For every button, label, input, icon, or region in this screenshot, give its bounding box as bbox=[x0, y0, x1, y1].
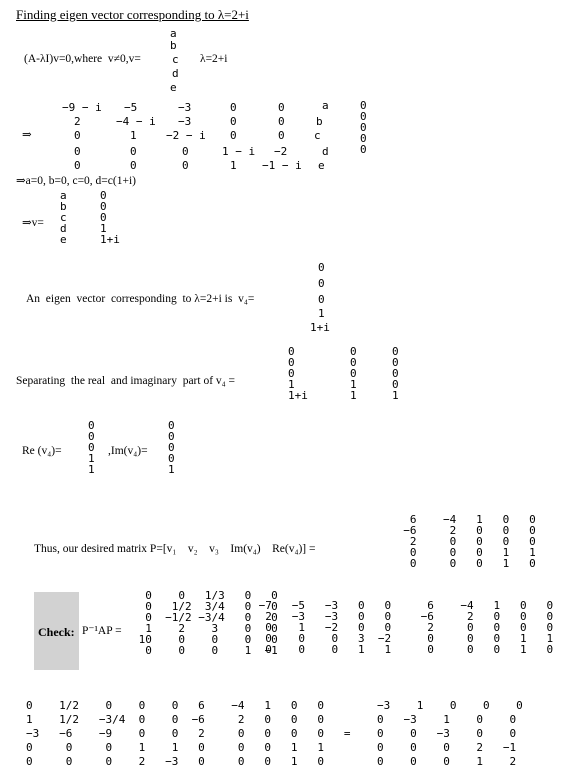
rhs-c: c bbox=[314, 129, 321, 142]
re-v4-label: Re (v₄)= bbox=[22, 445, 62, 457]
m1-r3c4: −2 bbox=[274, 145, 288, 158]
page-title: Finding eigen vector corresponding to λ=2+i bbox=[16, 7, 249, 22]
m1-r1c4: 0 bbox=[278, 115, 285, 128]
m1-r1c1: −4 − i bbox=[116, 115, 156, 128]
v-equals: ⇒v= bbox=[22, 217, 44, 229]
desired-matrix-statement: Thus, our desired matrix P=[v₁ v₂ v₃ Im(v₄) Re(v₄)] = bbox=[34, 543, 316, 555]
implies-arrow: ⇒ bbox=[22, 129, 32, 141]
v-vector-a: a bbox=[170, 27, 177, 40]
pinv-ap-label: P⁻¹AP = bbox=[82, 625, 122, 637]
rhs-e: e bbox=[318, 159, 325, 172]
im-v4-label: ,Im(v₄)= bbox=[108, 445, 148, 457]
m1-r4c4: −1 − i bbox=[262, 159, 302, 172]
m1-r4c2: 0 bbox=[182, 159, 189, 172]
m1-r4c0: 0 bbox=[74, 159, 81, 172]
m1-r1c0: 2 bbox=[74, 115, 81, 128]
re-v4-col: 0 0 0 1 1 bbox=[88, 419, 95, 476]
eigen-equation: (A-λI)v=0,where v≠0,v= bbox=[24, 53, 141, 65]
m1-r3c0: 0 bbox=[74, 145, 81, 158]
v-col: a b c d e bbox=[60, 189, 67, 246]
im-v4-col: 0 0 0 0 1 bbox=[168, 419, 175, 476]
v-eig-col: 0 0 0 1 1+i bbox=[100, 189, 120, 246]
eigen-vector-statement: An eigen vector corresponding to λ=2+i is v₄= bbox=[26, 293, 255, 305]
v-vector-d: d bbox=[172, 67, 179, 80]
zero-vector: 0 0 0 0 0 bbox=[360, 99, 367, 156]
m1-r0c4: 0 bbox=[278, 101, 285, 114]
m1-r3c1: 0 bbox=[130, 145, 137, 158]
separating-statement: Separating the real and imaginary part of v₄ = bbox=[16, 375, 236, 387]
v4-re-col: 0 0 0 1 1 bbox=[350, 345, 357, 402]
m1-r3c3: 1 − i bbox=[222, 145, 256, 158]
m1-r2c4: 0 bbox=[278, 129, 285, 142]
m1-r2c3: 0 bbox=[230, 129, 237, 142]
m1-r4c3: 1 bbox=[230, 159, 237, 172]
v4-im-col: 0 0 0 0 1 bbox=[392, 345, 399, 402]
rhs-b: b bbox=[316, 115, 323, 128]
v-vector-e: e bbox=[170, 81, 177, 94]
m1-r0c0: −9 − i bbox=[62, 101, 102, 114]
rhs-d: d bbox=[322, 145, 329, 158]
v4-col: 0 0 0 1 1+i bbox=[288, 345, 308, 402]
m1-r0c3: 0 bbox=[230, 101, 237, 114]
solution-line: ⇒a=0, b=0, c=0, d=c(1+i) bbox=[16, 175, 136, 187]
lambda-value: λ=2+i bbox=[200, 53, 228, 65]
m1-r3c2: 0 bbox=[182, 145, 189, 158]
v-vector-b: b bbox=[170, 39, 177, 52]
m1-r2c0: 0 bbox=[74, 129, 81, 142]
m1-r0c2: −3 bbox=[178, 101, 192, 114]
m1-r4c1: 0 bbox=[130, 159, 137, 172]
m1-r2c1: 1 bbox=[130, 129, 137, 142]
m1-r0c1: −5 bbox=[124, 101, 138, 114]
rhs-a: a bbox=[322, 99, 329, 112]
m1-r2c2: −2 − i bbox=[166, 129, 206, 142]
check-label: Check: bbox=[38, 625, 75, 639]
m1-r1c3: 0 bbox=[230, 115, 237, 128]
m1-r1c2: −3 bbox=[178, 115, 192, 128]
v-vector-c: c bbox=[172, 53, 179, 66]
